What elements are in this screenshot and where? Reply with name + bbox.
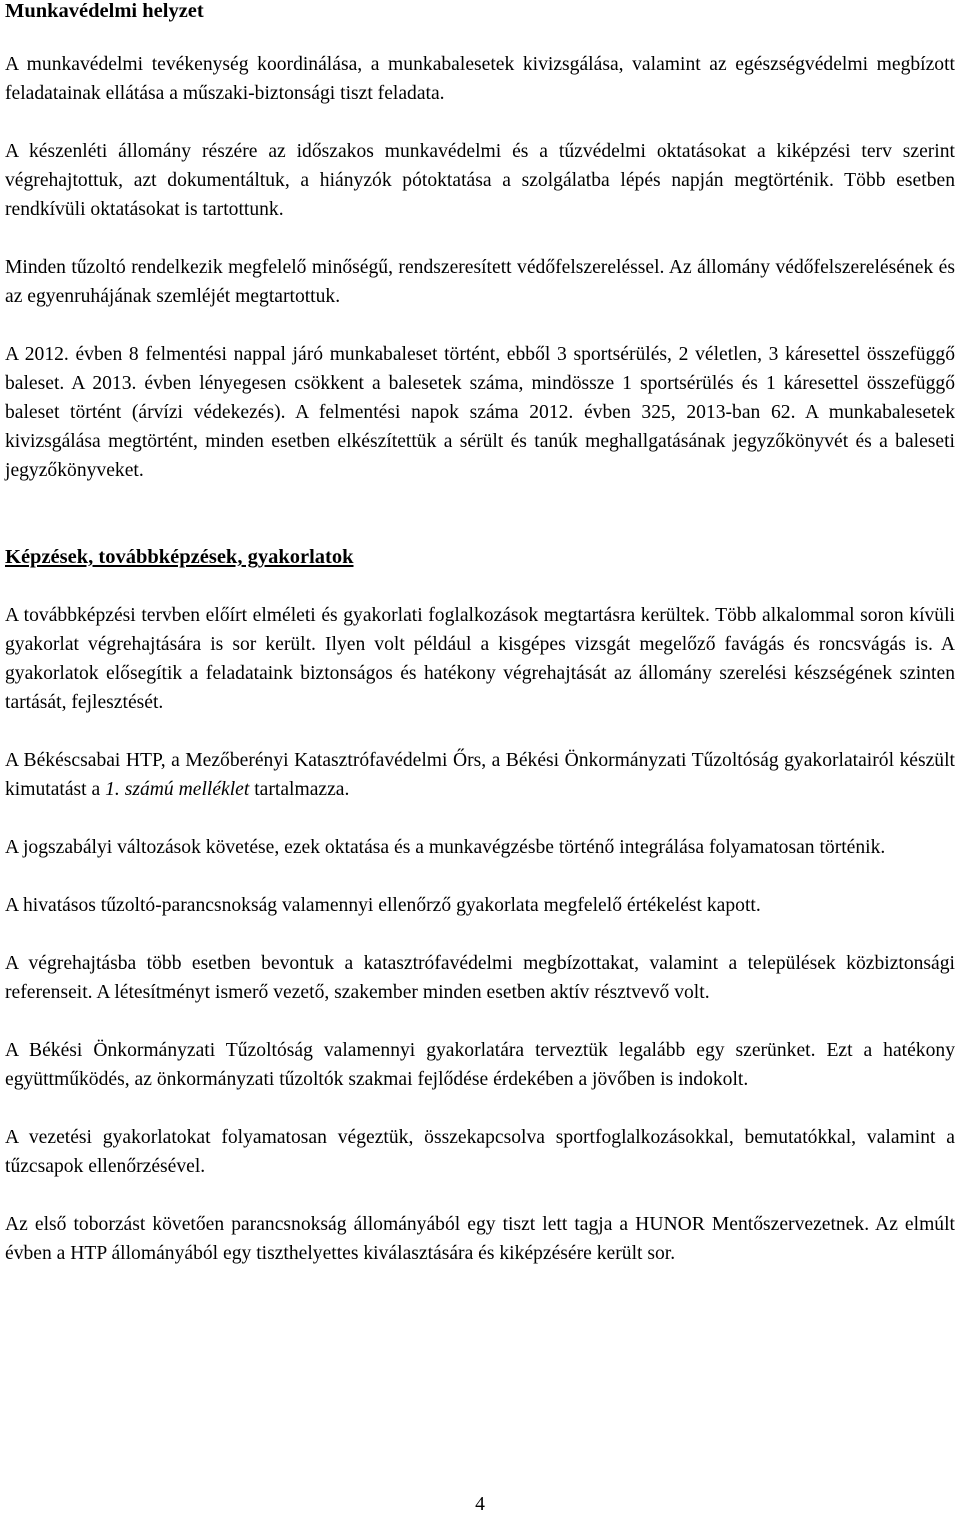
- attachment-reference: 1. számú melléklet: [105, 779, 250, 800]
- paragraph: Minden tűzoltó rendelkezik megfelelő minőségű, rendszeresített védőfelszereléssel. Az állomány védőfelszerelésének és az egyenruhájának szemléjét megtartottuk.: [5, 257, 955, 307]
- paragraph-text: A Békéscsabai HTP, a Mezőberényi Katasztrófavédelmi Őrs, a Békési Önkormányzati Tűzoltóság gyakorlatairól készült kimutatást a: [5, 750, 955, 800]
- paragraph: A jogszabályi változások követése, ezek oktatása és a munkavégzésbe történő integrálása folyamatosan történik.: [5, 837, 886, 858]
- paragraph: A Békési Önkormányzati Tűzoltóság valamennyi gyakorlatára terveztük legalább egy szerünket. Ezt a hatékony együttműködés, az önkormányzati tűzoltók szakmai fejlődése érdekében a jövőben is indokolt.: [5, 1040, 955, 1090]
- paragraph: A készenléti állomány részére az időszakos munkavédelmi és a tűzvédelmi oktatásokat a kiképzési terv szerint végrehajtottuk, azt dokumentáltuk, a hiányzók pótoktatása a szolgálatba lépés napján megtörténik. Több esetben rendkívüli oktatásokat is tartottunk.: [5, 141, 955, 220]
- paragraph: A munkavédelmi tevékenység koordinálása, a munkabalesetek kivizsgálása, valamint az egészségvédelmi megbízott feladatainak ellátása a műszaki-biztonsági tiszt feladata.: [5, 54, 955, 104]
- paragraph: A 2012. évben 8 felmentési nappal járó munkabaleset történt, ebből 3 sportsérülés, 2 véletlen, 3 káresettel összefüggő baleset. A 2013. évben lényegesen csökkent a balesetek száma, mindössze 1 sportsérülés és 1 káresettel összefüggő baleset történt (árvízi védekezés). A felmentési napok száma 2012. évben 325, 2013-ban 62. A munkabalesetek kivizsgálása megtörtént, minden esetben elkészítettük a sérült és tanúk meghallgatásának jegyzőkönyvét és a baleseti jegyzőkönyveket.: [5, 344, 955, 481]
- paragraph: [5, 746, 955, 804]
- document-page: [5, 0, 955, 1268]
- paragraph: A végrehajtásba több esetben bevontuk a katasztrófavédelmi megbízottakat, valamint a települések közbiztonsági referenseit. A létesítményt ismerő vezető, szakember minden esetben aktív résztvevő volt.: [5, 953, 955, 1003]
- section-title-munkavedelem: Munkavédelmi helyzet: [5, 0, 204, 22]
- paragraph: A továbbképzési tervben előírt elméleti és gyakorlati foglalkozások megtartásra kerültek. Több alkalommal soron kívüli gyakorlat végrehajtására is sor került. Ilyen volt például a kisgépes vizsgát megelőző favágás és roncsvágás is. A gyakorlatok elősegítik a feladataink biztonságos és hatékony végrehajtását az állomány szerelési készségének szinten tartását, fejlesztését.: [5, 605, 955, 713]
- paragraph-text: tartalmazza.: [249, 779, 350, 800]
- paragraph: Az első toborzást követően parancsnokság állományából egy tiszt lett tagja a HUNOR Mentőszervezetnek. Az elmúlt évben a HTP állományából egy tiszthelyettes kiválasztására és kiképzésére került sor.: [5, 1214, 955, 1264]
- page-number: 4: [475, 1494, 485, 1515]
- paragraph: A vezetési gyakorlatokat folyamatosan végeztük, összekapcsolva sportfoglalkozásokkal, bemutatókkal, valamint a tűzcsapok ellenőrzésével.: [5, 1127, 955, 1177]
- paragraph: A hivatásos tűzoltó-parancsnokság valamennyi ellenőrző gyakorlata megfelelő értékelést kapott.: [5, 895, 761, 916]
- section-title-kepzesek: Képzések, továbbképzések, gyakorlatok: [5, 546, 354, 568]
